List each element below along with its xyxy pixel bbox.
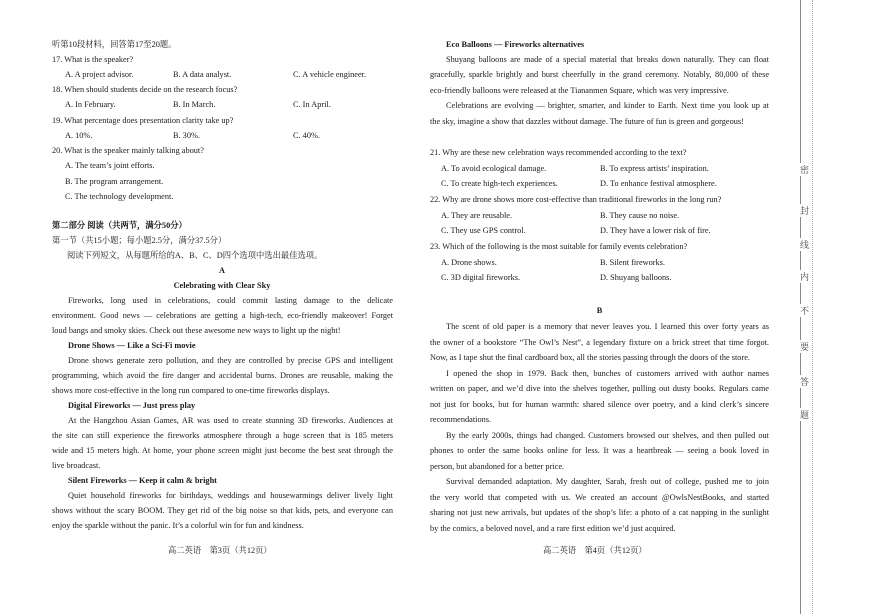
paraB2-line: I opened the shop in 1979. Back then, bunches of customers arrived with author names (446, 369, 769, 378)
para4-line: enjoy the sparkle without the panic. It’s a colorful win for fun and kindness. (52, 521, 304, 530)
para5-line: Shuyang balloons are made of a special material that breaks down naturally. They can float (446, 55, 769, 64)
para6-line: the sky, imagine a show that dazzles without damage. The future of fun is green and gorgeous! (430, 117, 744, 126)
drone-shows-heading: Drone Shows — Like a Sci-Fi movie (68, 341, 196, 350)
question-21: 21. Why are these new celebration ways recommended according to the text? (430, 148, 687, 157)
reading-instruction: 阅读下列短文，从每题所给的A、B、C、D四个选项中选出最佳选项。 (67, 251, 323, 260)
q22-option-c: C. They use GPS control. (441, 226, 526, 235)
section1-title: 第一节（共15小题；每小题2.5分，满分37.5分） (52, 236, 227, 245)
seal-char: 密 (800, 165, 810, 175)
paraB4-line: Survival demanded adaptation. My daughter, Sarah, fresh out of college, pushed me to join (446, 477, 769, 486)
q19-option-a: A. 10%. (65, 131, 93, 140)
seal-text (799, 0, 811, 614)
q21-option-b: B. To express artists’ inspiration. (600, 164, 709, 173)
para1-line: loud bangs and smoky skies. Check out these awesome new ways to light up the night! (52, 326, 341, 335)
q22-option-a: A. They are reusable. (441, 211, 513, 220)
seal-char: 内 (800, 272, 810, 282)
seal-char: 不 (800, 306, 810, 316)
para4-line: Quiet household fireworks for birthdays, weddings and housewarmings deliver lively light (68, 491, 393, 500)
paraB4-line: sharing not just new arrivals, but updates of the shop’s life: a photo of a cat napping in the sunlight (430, 508, 769, 517)
paraB2-line: recommendations. (430, 415, 492, 424)
para5-line: eco-friendly balloons were released at the Tiananmen Square, which was very impressive. (430, 86, 729, 95)
q23-option-d: D. Shuyang balloons. (600, 273, 672, 282)
q17-option-a: A. A project advisor. (65, 70, 134, 79)
q17-option-b: B. A data analyst. (173, 70, 232, 79)
paraB2-line: not just for books, but for human warmth: shared silence over poetry, and a kind clerk’s sincere (430, 400, 769, 409)
seal-char: 题 (800, 410, 810, 420)
right-footer: 高二英语 第4页（共12页） (543, 546, 647, 555)
seal-char: 线 (800, 240, 810, 250)
q20-option-b: B. The program arrangement. (65, 177, 164, 186)
part2-title: 第二部分 阅读（共两节，满分50分） (52, 221, 187, 230)
q23-option-b: B. Silent fireworks. (600, 258, 665, 267)
para5-line: gracefully, sparkle brightly and burst cheerfully in the grand ceremony. Notably, 80,000 of these (430, 70, 769, 79)
para2-line: Drone shows generate zero pollution, and they are controlled by precise GPS and intelligent (68, 356, 393, 365)
paraB1-line: the owner of a bookstore “The Owl’s Nest”, a legendary fixture on a brick street that time forgot. (430, 338, 769, 347)
silent-fireworks-heading: Silent Fireworks — Keep it calm & bright (68, 476, 217, 485)
para2-line: shows more cost-effective in the long run compared to one-time fireworks displays. (52, 386, 330, 395)
paraB2-line: written on paper, and we’d dive into the shelves together, pulling out dusty books. Regulars came (430, 384, 769, 393)
paraB1-line: Now, as I tape shut the final cardboard box, all the stories passing through the doors of the store. (430, 353, 750, 362)
passage-a-letter: A (219, 266, 225, 275)
q22-option-b: B. They cause no noise. (600, 211, 680, 220)
question-18: 18. When should students decide on the research focus? (52, 85, 238, 94)
q23-option-a: A. Drone shows. (441, 258, 497, 267)
q21-option-c: C. To create high-tech experiences. (441, 179, 558, 188)
para3-line: live broadcast. (52, 461, 101, 470)
para3-line: wide and 15 meters high. At home, your phone screen might just become the best seat through the (52, 446, 393, 455)
para3-line: At the Hangzhou Asian Games, AR was used to create stunning 3D fireworks. Audiences at (68, 416, 393, 425)
para1-line: Fireworks, long used in celebrations, could commit lasting damage to the delicate (68, 296, 393, 305)
para2-line: programming, which avoid the fire danger and accidental burns. Drones are reusable, making the (52, 371, 393, 380)
paraB3-line: person, but abandoned for a better price. (430, 462, 565, 471)
q20-option-c: C. The technology development. (65, 192, 174, 201)
q18-option-a: A. In February. (65, 100, 116, 109)
para3-line: the site can still experience the fireworks atmosphere through a huge screen that is 185 meters (52, 431, 393, 440)
question-22: 22. Why are drone shows more cost-effective than traditional fireworks in the long run? (430, 195, 722, 204)
q20-option-a: A. The team’s joint efforts. (65, 161, 155, 170)
right-page (410, 0, 790, 614)
q17-option-c: C. A vehicle engineer. (293, 70, 367, 79)
para1-line: environment. Good news — celebrations are getting a high-tech, eco-friendly makeover! Forget (52, 311, 393, 320)
paraB4-line: by the comics, a beloved novel, and a rare first edition we’d just acquired. (430, 524, 676, 533)
passage-b-letter: B (596, 306, 603, 315)
q18-option-c: C. In April. (293, 100, 331, 109)
q23-option-c: C. 3D digital fireworks. (441, 273, 521, 282)
paraB4-line: the very world that competed with us. We created an account @OwlsNestBooks, and started (430, 493, 769, 502)
paraB1-line: The scent of old paper is a memory that never leaves you. I learned this over forty years as (446, 322, 769, 331)
q18-option-b: B. In March. (173, 100, 216, 109)
paraB3-line: By the early 2000s, things had changed. Customers browsed our shelves, and then pulled out (446, 431, 769, 440)
question-20: 20. What is the speaker mainly talking about? (52, 146, 204, 155)
digital-fireworks-heading: Digital Fireworks — Just press play (68, 401, 196, 410)
paraB3-line: phones to order the same books online for less. It was a heartbreak — seeing a book loved in (430, 446, 769, 455)
q21-option-d: D. To enhance festival atmosphere. (600, 179, 717, 188)
seal-char: 答 (800, 377, 810, 387)
listening-intro: 听第10段材料，回答第17至20题。 (52, 40, 177, 49)
question-23: 23. Which of the following is the most suitable for family events celebration? (430, 242, 688, 251)
q21-option-a: A. To avoid ecological damage. (441, 164, 547, 173)
binding-dotted-line (812, 0, 813, 614)
seal-char: 要 (800, 342, 810, 352)
eco-balloons-heading: Eco Balloons — Fireworks alternatives (446, 40, 585, 49)
q22-option-d: D. They have a lower risk of fire. (600, 226, 711, 235)
q19-option-b: B. 30%. (173, 131, 200, 140)
para4-line: shows without the scary BOOM. They get rid of the big noise so that kids, pets, and everyone can (52, 506, 393, 515)
seal-char: 封 (800, 206, 810, 216)
left-page (0, 0, 410, 614)
question-17: 17. What is the speaker? (52, 55, 134, 64)
left-footer: 高二英语 第3页（共12页） (168, 546, 272, 555)
passage-a-title: Celebrating with Clear Sky (173, 281, 271, 290)
question-19: 19. What percentage does presentation clarity take up? (52, 116, 234, 125)
para6-line: Celebrations are evolving — brighter, smarter, and kinder to Earth. Next time you look up at (446, 101, 769, 110)
q19-option-c: C. 40%. (293, 131, 320, 140)
